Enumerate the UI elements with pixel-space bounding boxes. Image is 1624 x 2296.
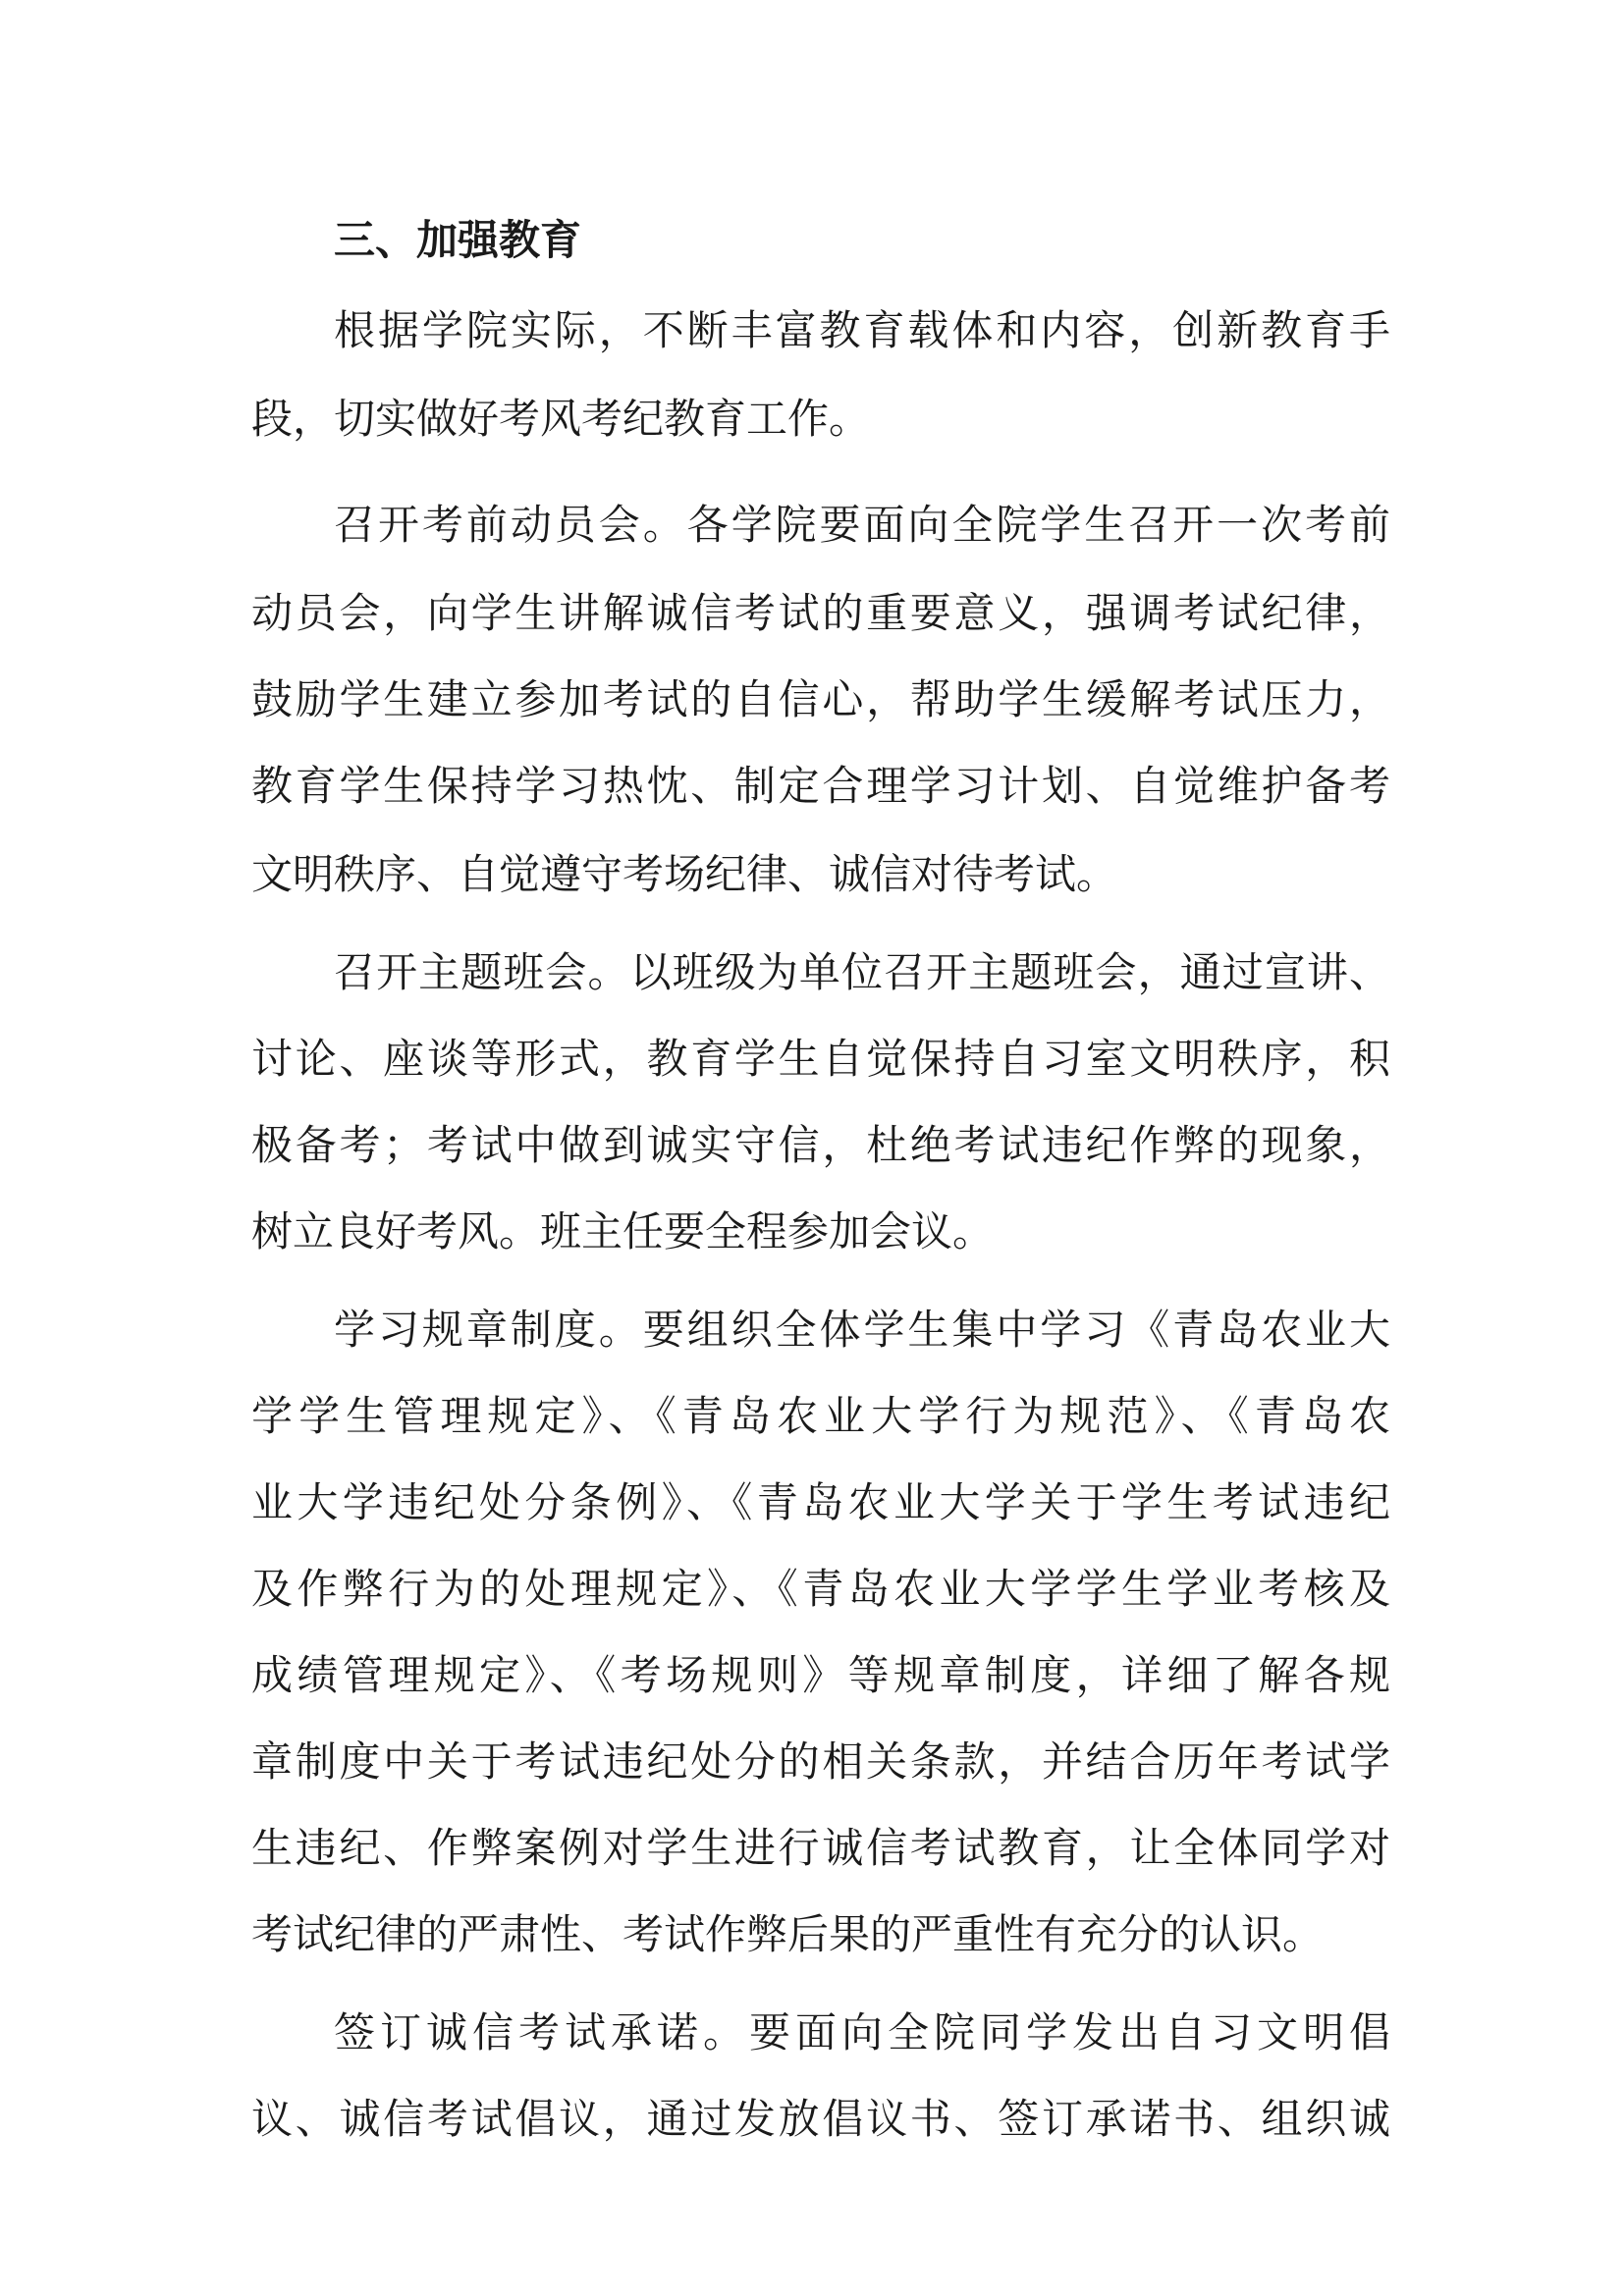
- paragraph-intro-line: 段，切实做好考风考纪教育工作。: [251, 395, 871, 443]
- paragraph-mobilization-line: 召开考前动员会。各学院要面向全院学生召开一次考前: [334, 501, 1390, 549]
- paragraph-regulations-line: 及作弊行为的处理规定》、《青岛农业大学学生学业考核及: [251, 1565, 1390, 1613]
- paragraph-regulations-line: 学学生管理规定》、《青岛农业大学行为规范》、《青岛农: [251, 1392, 1390, 1440]
- paragraph-class-meeting-line: 树立良好考风。班主任要全程参加会议。: [251, 1207, 995, 1255]
- paragraph-regulations-line: 考试纪律的严肃性、考试作弊后果的严重性有充分的认识。: [251, 1910, 1325, 1958]
- paragraph-regulations-line: 成绩管理规定》、《考场规则》等规章制度，详细了解各规: [251, 1651, 1390, 1699]
- paragraph-mobilization-line: 动员会，向学生讲解诚信考试的重要意义，强调考试纪律，: [251, 589, 1390, 637]
- paragraph-intro-line: 根据学院实际，不断丰富教育载体和内容，创新教育手: [334, 306, 1390, 354]
- paragraph-regulations-line: 业大学违纪处分条例》、《青岛农业大学关于学生考试违纪: [251, 1478, 1390, 1526]
- paragraph-mobilization-line: 文明秩序、自觉遵守考场纪律、诚信对待考试。: [251, 850, 1118, 898]
- paragraph-mobilization-line: 教育学生保持学习热忱、制定合理学习计划、自觉维护备考: [251, 762, 1390, 810]
- paragraph-pledge-line: 签订诚信考试承诺。要面向全院同学发出自习文明倡: [334, 2008, 1390, 2056]
- paragraph-regulations-line: 章制度中关于考试违纪处分的相关条款，并结合历年考试学: [251, 1737, 1390, 1786]
- paragraph-regulations-line: 生违纪、作弊案例对学生进行诚信考试教育，让全体同学对: [251, 1824, 1390, 1872]
- paragraph-class-meeting-line: 讨论、座谈等形式，教育学生自觉保持自习室文明秩序，积: [251, 1035, 1390, 1083]
- section-heading: 三、加强教育: [334, 216, 582, 264]
- paragraph-regulations-line: 学习规章制度。要组织全体学生集中学习《青岛农业大: [334, 1306, 1390, 1354]
- paragraph-pledge-line: 议、诚信考试倡议，通过发放倡议书、签订承诺书、组织诚: [251, 2095, 1390, 2143]
- paragraph-class-meeting-line: 召开主题班会。以班级为单位召开主题班会，通过宣讲、: [334, 948, 1390, 996]
- paragraph-class-meeting-line: 极备考；考试中做到诚实守信，杜绝考试违纪作弊的现象，: [251, 1121, 1390, 1169]
- paragraph-mobilization-line: 鼓励学生建立参加考试的自信心，帮助学生缓解考试压力，: [251, 675, 1390, 723]
